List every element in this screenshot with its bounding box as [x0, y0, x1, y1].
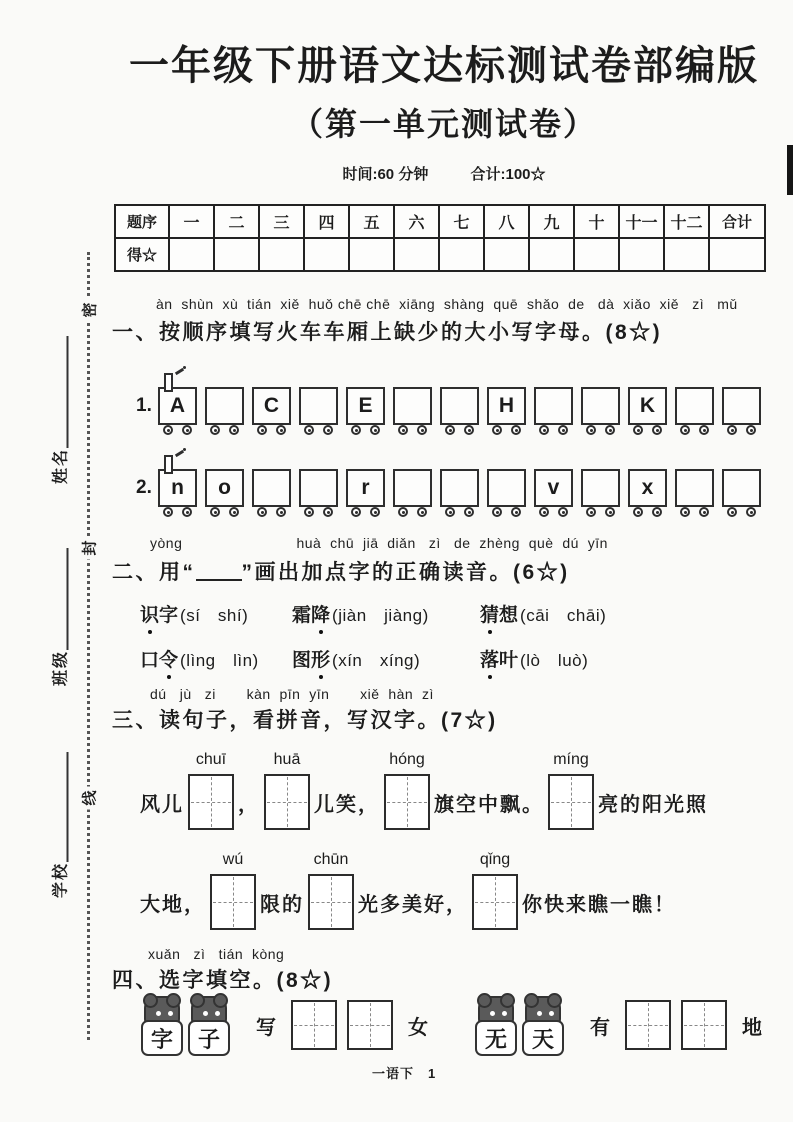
train-car-blank[interactable] — [675, 387, 714, 425]
q4-text: 女 — [408, 1016, 428, 1039]
q4-text: 写 — [256, 1016, 276, 1039]
score-input-cell[interactable] — [349, 238, 394, 271]
q2-word-char: 形 — [311, 650, 331, 671]
pinyin-hint: hóng — [389, 751, 425, 768]
q3-sentence-2 — [140, 848, 676, 930]
train-car-blank[interactable] — [581, 387, 620, 425]
seal-char-xian: 线 — [78, 786, 101, 809]
pinyin-hint: huā — [273, 751, 301, 768]
train-car-blank[interactable] — [393, 469, 432, 507]
hanzi-write-box[interactable] — [625, 1000, 671, 1050]
q2-answer-blank[interactable] — [196, 561, 242, 581]
wheel-icon — [323, 425, 333, 435]
q2-word-char: 霜 — [292, 605, 312, 626]
wheel-icon — [727, 425, 737, 435]
score-input-cell[interactable] — [484, 238, 529, 271]
wheel-icon — [511, 507, 521, 517]
tiger-mascot-icon — [474, 994, 518, 1056]
choice-character-card: 子 — [188, 1020, 230, 1056]
train-1-cars — [158, 369, 761, 425]
score-input-cell[interactable] — [709, 238, 765, 271]
q2-word-char: 降 — [311, 605, 331, 626]
wheel-icon — [276, 425, 286, 435]
tiger-face — [203, 1011, 208, 1016]
score-input-cell[interactable] — [439, 238, 484, 271]
train-car-letter — [534, 469, 573, 507]
train-1-number: 1. — [136, 395, 152, 416]
score-table — [114, 204, 766, 272]
wheel-icon — [558, 507, 568, 517]
time-limit-label: 时间:60 分钟 — [342, 166, 429, 183]
hanzi-write-box[interactable] — [210, 851, 256, 930]
q2-word-char: 口 — [140, 650, 160, 671]
pinyin-hint: chūn — [313, 851, 349, 868]
train-car-blank[interactable] — [299, 469, 338, 507]
score-column-header: 十一 — [619, 205, 664, 238]
seal-char-feng: 封 — [78, 536, 101, 559]
q2-item — [480, 600, 606, 627]
wheel-icon — [652, 425, 662, 435]
q3-pinyin: dú jù zi kàn pīn yīn xiě hàn zì — [150, 686, 434, 702]
train-car-letter — [346, 387, 385, 425]
wheel-icon — [511, 425, 521, 435]
q4-text: 有 — [590, 1016, 610, 1039]
wheel-icon — [605, 507, 615, 517]
wheel-icon — [182, 425, 192, 435]
sentence-text: 旗空中飘。 — [434, 793, 544, 816]
q2-pinyin: yòng huà chū jiā diǎn zì de zhèng què dú yīn — [150, 535, 608, 551]
score-column-header: 七 — [439, 205, 484, 238]
score-column-header: 八 — [484, 205, 529, 238]
tiger-face — [156, 1011, 161, 1016]
train-car-blank[interactable] — [722, 469, 761, 507]
score-table-body — [115, 205, 765, 271]
choice-character-card: 天 — [522, 1020, 564, 1056]
score-input-cell[interactable] — [394, 238, 439, 271]
sentence-text: ， — [238, 793, 260, 816]
wheel-icon — [398, 425, 408, 435]
q2-word-char: 识 — [140, 605, 160, 626]
hanzi-write-box[interactable] — [264, 751, 310, 830]
wheel-icon — [558, 425, 568, 435]
wheel-icon — [370, 425, 380, 435]
wheel-icon — [680, 507, 690, 517]
score-column-header: 四 — [304, 205, 349, 238]
tiger-mascot-icon — [521, 994, 565, 1056]
train-car-blank[interactable] — [252, 469, 291, 507]
wheel-icon — [257, 507, 267, 517]
sentence-text: 光多美好， — [358, 893, 468, 916]
car-letter: v — [547, 476, 560, 499]
student-name-blank[interactable] — [67, 336, 69, 448]
train-2-number: 2. — [136, 477, 152, 498]
sentence-text: 你快来瞧一瞧！ — [522, 893, 676, 916]
wheel-icon — [417, 425, 427, 435]
score-input-cell[interactable] — [619, 238, 664, 271]
page-footer: 一语下 1 — [372, 1066, 437, 1081]
q4-text: 地 — [742, 1016, 762, 1039]
score-input-cell[interactable] — [664, 238, 709, 271]
wheel-icon — [351, 507, 361, 517]
hanzi-write-box[interactable] — [384, 751, 430, 830]
wheel-icon — [492, 425, 502, 435]
wheel-icon — [746, 425, 756, 435]
train-car-letter — [346, 469, 385, 507]
train-car-blank[interactable] — [581, 469, 620, 507]
q4-choice-group — [474, 994, 772, 1056]
score-column-header: 九 — [529, 205, 574, 238]
wheel-icon — [680, 425, 690, 435]
train-car-letter — [487, 387, 526, 425]
q2-pinyin-options: (xín xíng) — [332, 651, 421, 670]
wheel-icon — [727, 507, 737, 517]
wheel-icon — [229, 507, 239, 517]
q2-title-suffix: ”画出加点字的正确读音。(6☆) — [241, 561, 570, 584]
sentence-text: 大地， — [140, 893, 206, 916]
hanzi-write-box[interactable] — [291, 1000, 337, 1050]
car-letter: n — [171, 476, 184, 499]
train-1 — [136, 369, 761, 425]
train-car-blank[interactable] — [205, 387, 244, 425]
q4-title: 四、选字填空。(8☆) — [112, 969, 334, 992]
q2-item — [140, 645, 292, 672]
score-input-cell[interactable] — [214, 238, 259, 271]
wheel-icon — [417, 507, 427, 517]
wheel-icon — [633, 425, 643, 435]
wheel-icon — [586, 425, 596, 435]
score-total-header: 合计 — [709, 205, 765, 238]
q2-word-char: 叶 — [499, 650, 519, 671]
hanzi-write-box[interactable] — [548, 751, 594, 830]
wheel-icon — [229, 425, 239, 435]
score-input-cell[interactable] — [529, 238, 574, 271]
school-blank[interactable] — [67, 752, 69, 862]
car-letter: K — [639, 394, 656, 417]
chimney-icon — [164, 455, 173, 474]
wheel-icon — [464, 425, 474, 435]
wheel-icon — [699, 425, 709, 435]
q2-item — [292, 645, 480, 672]
hanzi-write-box[interactable] — [347, 1000, 393, 1050]
wheel-icon — [539, 425, 549, 435]
school-field — [48, 752, 71, 898]
train-car-blank[interactable] — [440, 469, 479, 507]
q1-pinyin: àn shùn xù tián xiě huǒ chē chē xiāng shàng quē shǎo de dà xiǎo xiě zì mǔ — [156, 296, 738, 312]
train-car-letter — [158, 387, 197, 425]
train-car-letter — [628, 469, 667, 507]
car-letter: x — [641, 476, 654, 499]
q2-pinyin-options: (jiàn jiàng) — [332, 606, 429, 625]
tiger-mascot-icon — [187, 994, 231, 1056]
wheel-icon — [605, 425, 615, 435]
score-column-header: 十 — [574, 205, 619, 238]
chimney-icon — [164, 373, 173, 392]
train-car-blank[interactable] — [534, 387, 573, 425]
wheel-icon — [304, 425, 314, 435]
car-letter: C — [263, 394, 280, 417]
train-2 — [136, 451, 761, 507]
wheel-icon — [163, 507, 173, 517]
train-car-blank[interactable] — [393, 387, 432, 425]
pinyin-hint: chuī — [195, 751, 227, 768]
hanzi-write-box[interactable] — [472, 851, 518, 930]
q2-pinyin-options: (lò luò) — [520, 651, 589, 670]
q2-word-char: 落 — [480, 650, 500, 671]
wheel-icon — [304, 507, 314, 517]
seal-dotted-line — [87, 252, 90, 1040]
score-column-header: 五 — [349, 205, 394, 238]
pinyin-hint: qǐng — [479, 851, 511, 868]
train-car-letter — [205, 469, 244, 507]
page-title: 一年级下册语文达标测试卷部编版 — [129, 44, 759, 88]
wheel-icon — [652, 507, 662, 517]
q2-word-char: 猜 — [480, 605, 500, 626]
q4-row — [140, 994, 772, 1056]
wheel-icon — [276, 507, 286, 517]
wheel-icon — [539, 507, 549, 517]
class-field — [48, 548, 71, 686]
train-car-letter — [252, 387, 291, 425]
q3-title: 三、读句子，看拼音，写汉字。(7☆) — [112, 709, 498, 732]
car-letter: E — [358, 394, 373, 417]
score-input-cell[interactable] — [169, 238, 214, 271]
choice-character-card: 字 — [141, 1020, 183, 1056]
train-car-blank[interactable] — [675, 469, 714, 507]
wheel-icon — [398, 507, 408, 517]
q2-item — [480, 645, 606, 672]
q2-word-char: 令 — [159, 650, 179, 671]
wheel-icon — [210, 425, 220, 435]
score-header-label: 题序 — [115, 205, 169, 238]
wheel-icon — [464, 507, 474, 517]
train-2-cars — [158, 451, 761, 507]
q2-word-char: 图 — [292, 650, 312, 671]
score-input-cell[interactable] — [259, 238, 304, 271]
train-car-blank[interactable] — [299, 387, 338, 425]
q2-item — [292, 600, 480, 627]
score-column-header: 一 — [169, 205, 214, 238]
wheel-icon — [445, 507, 455, 517]
q2-pinyin-options: (sí shí) — [180, 606, 249, 625]
q2-pinyin-options: (lìng lìn) — [180, 651, 259, 670]
q4-pinyin: xuǎn zì tián kòng — [148, 946, 285, 962]
q2-word-char: 字 — [159, 605, 179, 626]
train-car-blank[interactable] — [722, 387, 761, 425]
score-input-cell[interactable] — [304, 238, 349, 271]
train-car-blank[interactable] — [440, 387, 479, 425]
student-name-label: 姓名 — [52, 447, 70, 485]
q1-title: 一、按顺序填写火车车厢上缺少的大小写字母。(8☆) — [112, 321, 663, 344]
wheel-icon — [370, 507, 380, 517]
hanzi-write-box[interactable] — [308, 851, 354, 930]
sentence-text: 限的 — [260, 893, 304, 916]
student-name-field — [48, 336, 71, 484]
class-label: 班级 — [52, 649, 70, 687]
q2-items — [140, 600, 606, 672]
header — [108, 34, 780, 184]
page-subtitle: （第一单元测试卷） — [290, 106, 597, 142]
pinyin-hint: míng — [553, 751, 589, 768]
wheel-icon — [323, 507, 333, 517]
wheel-icon — [351, 425, 361, 435]
wheel-icon — [699, 507, 709, 517]
hanzi-write-box[interactable] — [188, 751, 234, 830]
train-car-letter — [628, 387, 667, 425]
sentence-text: 风儿 — [140, 793, 184, 816]
seal-char-mi: 密 — [78, 298, 101, 321]
score-column-header: 六 — [394, 205, 439, 238]
choice-character-card: 无 — [475, 1020, 517, 1056]
score-row-label: 得☆ — [115, 238, 169, 271]
car-letter: A — [169, 394, 186, 417]
train-car-letter — [158, 469, 197, 507]
hanzi-write-box[interactable] — [681, 1000, 727, 1050]
score-column-header: 十二 — [664, 205, 709, 238]
total-score-label: 合计:100☆ — [470, 166, 546, 183]
q4-choice-group — [140, 994, 438, 1056]
wheel-icon — [210, 507, 220, 517]
pinyin-hint: wú — [222, 851, 244, 868]
q2-title-prefix: 二、用“ — [112, 561, 196, 584]
exam-info — [108, 163, 780, 184]
wheel-icon — [746, 507, 756, 517]
sentence-text: 亮的阳光照 — [598, 793, 708, 816]
score-input-cell[interactable] — [574, 238, 619, 271]
wheel-icon — [182, 507, 192, 517]
wheel-icon — [257, 425, 267, 435]
score-column-header: 二 — [214, 205, 259, 238]
q2-word-char: 想 — [499, 605, 519, 626]
sentence-text: 儿笑， — [314, 793, 380, 816]
wheel-icon — [445, 425, 455, 435]
tiger-face — [537, 1011, 542, 1016]
car-letter: r — [361, 476, 370, 499]
train-car-blank[interactable] — [487, 469, 526, 507]
q3-sentence-1 — [140, 748, 708, 830]
q2-pinyin-options: (cāi chāi) — [520, 606, 607, 625]
q2-title — [112, 556, 570, 586]
school-label: 学校 — [52, 861, 70, 899]
score-column-header: 三 — [259, 205, 304, 238]
wheel-icon — [586, 507, 596, 517]
wheel-icon — [163, 425, 173, 435]
wheel-icon — [492, 507, 502, 517]
scan-edge-mark — [787, 145, 793, 195]
wheel-icon — [633, 507, 643, 517]
car-letter: o — [218, 476, 231, 499]
q2-item — [140, 600, 292, 627]
car-letter: H — [498, 394, 515, 417]
class-blank[interactable] — [67, 548, 69, 650]
tiger-mascot-icon — [140, 994, 184, 1056]
tiger-face — [490, 1011, 495, 1016]
